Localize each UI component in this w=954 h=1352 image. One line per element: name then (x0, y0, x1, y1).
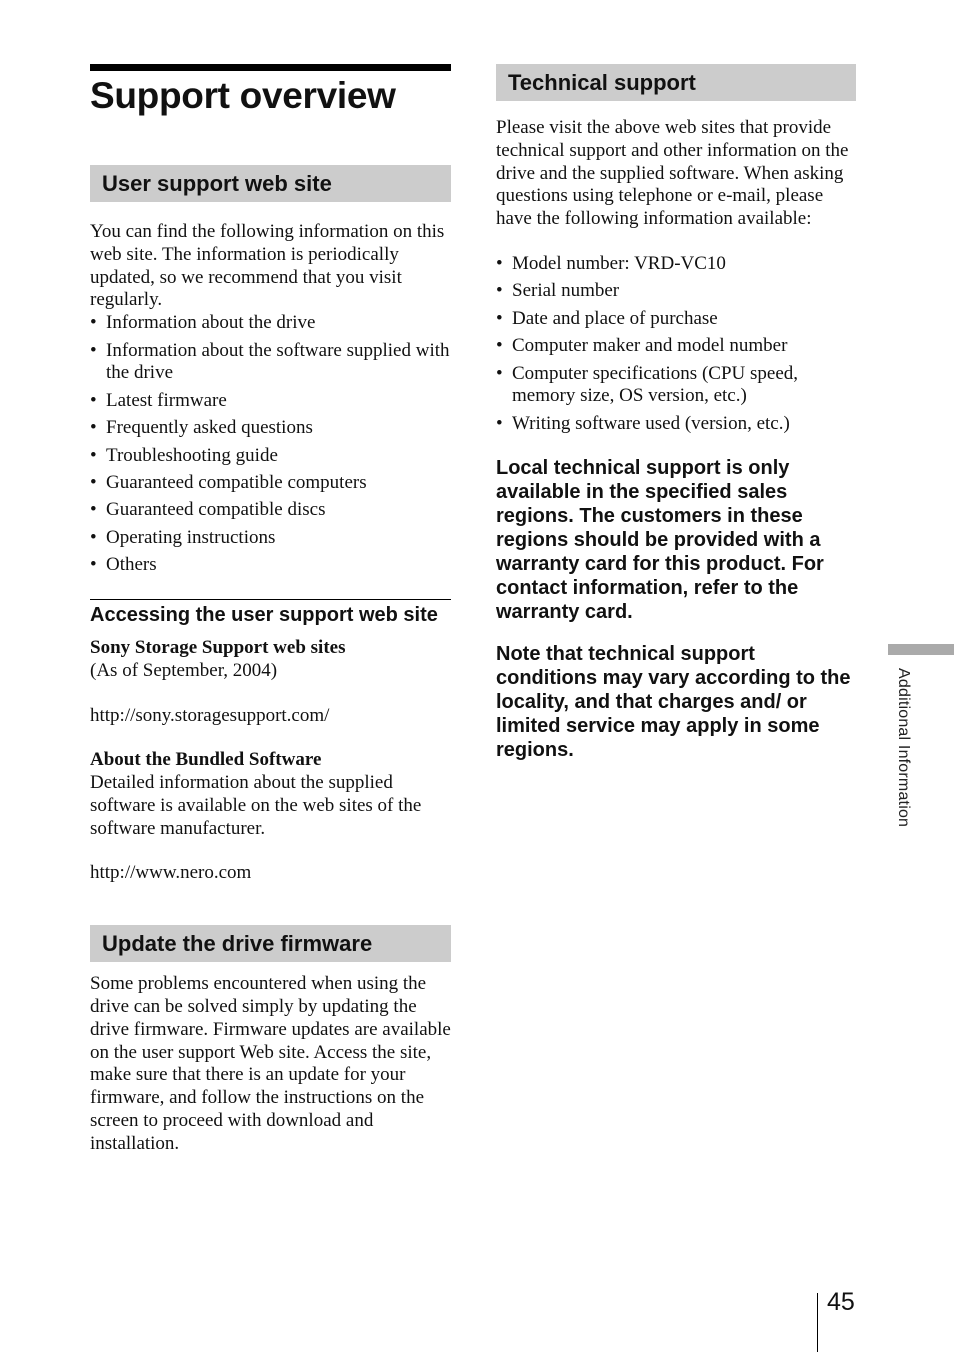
user-support-intro: You can find the following information on this web site. The information is periodically updated, so we recommend that you visit regularly. (90, 221, 445, 311)
page-number: 45 (827, 1288, 855, 1316)
page-title: Support overview (90, 75, 396, 116)
bundled-software-url: http://www.nero.com (90, 862, 252, 884)
technical-support-intro: Please visit the above web sites that provide technical support and other information on the drive and the supplied software. When asking questions using telephone or e-mail, please have the following information available: (496, 117, 849, 230)
technical-support-list (496, 253, 856, 436)
right-column (496, 64, 856, 762)
list-item: • Frequently asked questions (90, 417, 451, 440)
list-item: • Others (90, 554, 451, 577)
accessing-heading: Accessing the user support web site (90, 603, 438, 626)
list-item: • Date and place of purchase (496, 308, 856, 331)
list-item: • Information about the software supplied with the drive (90, 340, 451, 386)
firmware-heading: Update the drive firmware (90, 925, 451, 962)
subsection-rule (90, 599, 451, 600)
firmware-text: Some problems encountered when using the drive can be solved simply by updating the drive firmware. Firmware updates are available on the user support Web site. Access the site, make sure that there is an update for your firmware, and follow the instructions on the screen to proceed with download and installation. (90, 973, 451, 1154)
side-tab-label: Additional Information (895, 668, 912, 828)
sony-sites-date: (As of September, 2004) (90, 659, 278, 681)
list-item: • Latest firmware (90, 390, 451, 413)
user-support-heading: User support web site (90, 165, 451, 202)
title-rule (90, 64, 451, 71)
local-support-note: Local technical support is only available in the specified sales regions. The customers in these regions should be provided with a warranty card for this product. For contact information, refer to the warranty card. (496, 456, 824, 623)
list-item: • Information about the drive (90, 312, 451, 335)
list-item: • Operating instructions (90, 527, 451, 550)
list-item: • Troubleshooting guide (90, 445, 451, 468)
list-item: • Model number: VRD-VC10 (496, 253, 856, 276)
conditions-note: Note that technical support conditions may vary according to the locality, and that charges and/ or limited service may apply in some regions. (496, 642, 851, 761)
list-item: • Serial number (496, 280, 856, 303)
sony-sites-url: http://sony.storagesupport.com/ (90, 704, 330, 726)
list-item: • Computer maker and model number (496, 335, 856, 358)
list-item: • Computer specifications (CPU speed, memory size, OS version, etc.) (496, 363, 856, 409)
list-item: • Writing software used (version, etc.) (496, 413, 856, 436)
user-support-list (90, 312, 451, 577)
side-tab-marker (888, 644, 954, 655)
sony-sites-title: Sony Storage Support web sites (90, 636, 346, 658)
left-column (90, 64, 451, 1156)
list-item: • Guaranteed compatible discs (90, 499, 451, 522)
page-number-rule (817, 1293, 818, 1352)
bundled-software-text: Detailed information about the supplied software is available on the web sites of the software manufacturer. (90, 772, 422, 839)
bundled-software-title: About the Bundled Software (90, 749, 322, 771)
list-item: • Guaranteed compatible computers (90, 472, 451, 495)
technical-support-heading: Technical support (496, 64, 856, 101)
